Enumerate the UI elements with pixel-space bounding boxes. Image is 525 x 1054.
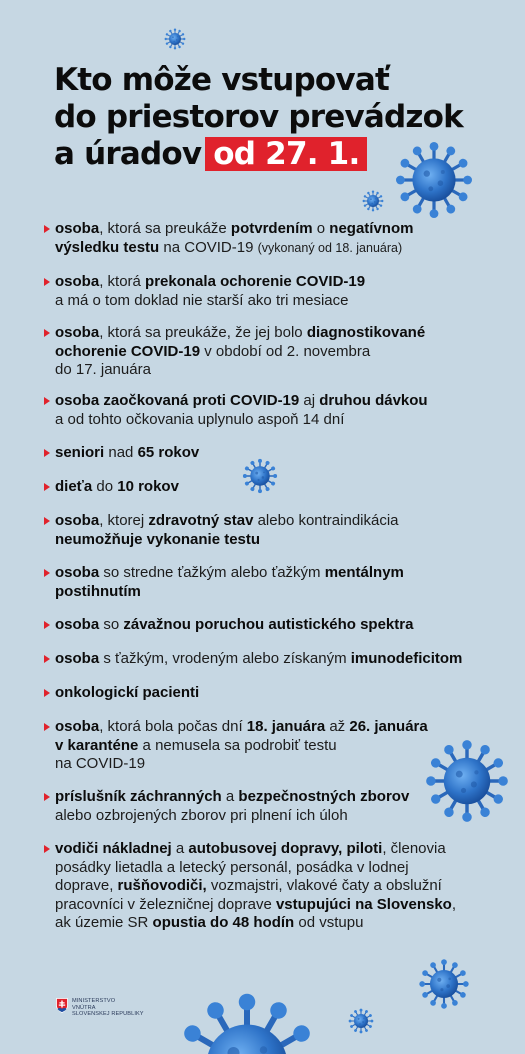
text: , ktorá bola počas dní [99, 718, 247, 735]
text: , ktorá sa preukáže [99, 220, 231, 237]
text: , členovia [382, 840, 446, 857]
text: ak územie SR [55, 914, 153, 931]
list-item [44, 718, 514, 774]
list-item [44, 512, 514, 549]
bold-text: autobusovej dopravy, piloti [188, 840, 383, 857]
bold-text: 10 rokov [117, 478, 179, 495]
bold-text: diagnostikované [306, 324, 426, 341]
text: so stredne ťažkým alebo ťažkým [99, 564, 325, 581]
list-item [44, 478, 514, 497]
text: , ktorá [99, 273, 146, 290]
virus-icon [172, 990, 322, 1054]
text: alebo kontraindikácia [253, 512, 399, 529]
text: a [171, 840, 189, 857]
text: , ktorá sa preukáže, že jej bolo [99, 324, 307, 341]
bold-text: postihnutím [55, 582, 141, 600]
text: do 17. januára [55, 361, 151, 378]
virus-icon [348, 1008, 374, 1034]
list-item [44, 564, 514, 601]
title-line-1: Kto môže vstupovať [54, 62, 389, 98]
text: a [221, 788, 239, 805]
title-line-2: do priestorov prevádzok [54, 99, 463, 135]
list-item [44, 273, 514, 310]
list-item [44, 444, 514, 463]
date-badge: od 27. 1. [205, 137, 367, 171]
bold-text: osoba [55, 392, 100, 409]
bold-text: potvrdením [230, 220, 313, 237]
bold-text: vodiči nákladnej [55, 840, 172, 857]
bold-text: 26. januára [349, 718, 428, 735]
text: posádky lietadla a letecký personál, posádka v lodnej [55, 858, 409, 876]
bold-text: dieťa [55, 478, 93, 495]
bold-text: opustia do 48 hodín [152, 914, 295, 931]
list-item [44, 684, 514, 703]
title-line-3 [54, 136, 504, 173]
virus-icon [362, 190, 384, 212]
slovak-coat-of-arms-icon [56, 998, 68, 1013]
text: o [312, 220, 330, 237]
list-item [44, 392, 514, 429]
text: do [92, 478, 118, 495]
list-item [44, 840, 514, 933]
title-line-3-text: a úradov [54, 136, 202, 172]
bold-text: prekonala ochorenie COVID-19 [145, 273, 366, 290]
text: vozmajstri, vlakové čaty a obslužní [206, 877, 442, 894]
text: (vykonaný od 18. januára) [257, 240, 403, 255]
text: alebo ozbrojených zborov pri plnení ich úloh [55, 806, 348, 824]
bold-text: imunodeficitom [350, 650, 463, 667]
bold-text: závažnou poruchou autistického spektra [123, 616, 414, 633]
text: od vstupu [294, 914, 364, 931]
bold-text: bezpečnostných zborov [238, 788, 410, 805]
text: , ktorej [99, 512, 149, 529]
bold-text: mentálnym [324, 564, 404, 581]
bold-text: osoba [55, 616, 100, 633]
bold-text: negatívnom [329, 220, 414, 237]
list-item [44, 788, 514, 825]
bold-text: osoba [55, 564, 100, 581]
ministry-name-line-2: VNÚTRA [72, 1004, 96, 1011]
text: so [99, 616, 124, 633]
text: , [451, 895, 457, 913]
bold-text: onkologickí pacienti [55, 684, 200, 701]
bold-text: osoba [55, 220, 100, 237]
bold-text: osoba [55, 512, 100, 529]
text: s ťažkým, vrodeným alebo získaným [99, 650, 351, 667]
list-item [44, 324, 514, 380]
text: aj [299, 392, 320, 409]
bold-text: osoba [55, 650, 100, 667]
virus-icon [164, 28, 186, 50]
bold-text: ochorenie COVID-19 [55, 342, 201, 360]
bold-text: vstupujúci na Slovensko [275, 895, 452, 913]
list-item [44, 650, 514, 669]
text: a nemusela sa podrobiť testu [138, 736, 337, 754]
bold-text: príslušník záchranných [55, 788, 222, 805]
text: na COVID-19 [55, 755, 146, 772]
ministry-name-line-3: SLOVENSKEJ REPUBLIKY [72, 1011, 144, 1017]
text: na COVID-19 [159, 238, 258, 256]
list-item [44, 220, 514, 257]
bold-text: osoba [55, 718, 100, 735]
bold-text: výsledku testu [55, 238, 160, 256]
text: pracovníci v železničnej doprave [55, 895, 276, 913]
ministry-logo [56, 998, 144, 1018]
ministry-name [72, 998, 144, 1018]
bold-text: osoba [55, 324, 100, 341]
bold-text: 18. januára [246, 718, 326, 735]
bold-text: neumožňuje vykonanie testu [55, 530, 261, 548]
bold-text: osoba [55, 273, 100, 290]
ministry-name-line-1: MINISTERSTVO [72, 998, 116, 1004]
text: doprave, [55, 877, 118, 894]
bold-text: seniori [55, 444, 105, 461]
text: až [325, 718, 350, 735]
list-item [44, 616, 514, 635]
text: v období od 2. novembra [200, 342, 371, 360]
text: a má o tom doklad nie starší ako tri mesiace [55, 291, 349, 309]
bold-text: v karanténe [55, 736, 139, 754]
bold-text: zaočkovaná proti COVID-19 [103, 392, 300, 409]
bold-text: zdravotný stav [148, 512, 254, 529]
page-title [54, 62, 504, 173]
text: nad [104, 444, 138, 461]
text: a od tohto očkovania uplynulo aspoň 14 dní [55, 410, 345, 428]
bold-text: 65 rokov [137, 444, 200, 461]
bold-text: rušňovodiči, [117, 877, 207, 894]
bold-text: druhou dávkou [319, 392, 428, 409]
virus-icon [418, 958, 470, 1010]
